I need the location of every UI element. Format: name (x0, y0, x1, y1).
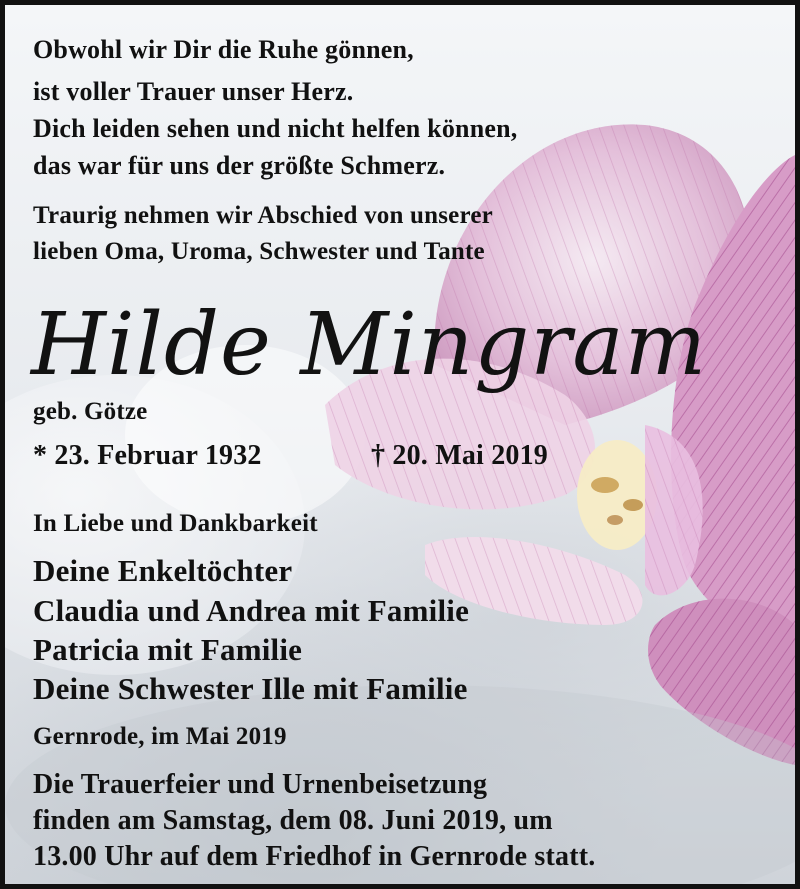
poem-line: ist voller Trauer unser Herz. (33, 77, 354, 106)
service-line: 13.00 Uhr auf dem Friedhof in Gernrode statt. (33, 841, 596, 872)
service-line: finden am Samstag, dem 08. Juni 2019, um (33, 805, 553, 836)
deceased-name: Hilde Mingram (31, 295, 708, 395)
mourner-line: Patricia mit Familie (33, 632, 303, 667)
mourner-line: Claudia und Andrea mit Familie (33, 593, 470, 628)
mourners-heading: In Liebe und Dankbarkeit (33, 510, 318, 537)
intro-line: lieben Oma, Uroma, Schwester und Tante (33, 238, 485, 265)
poem-line: das war für uns der größte Schmerz. (33, 151, 446, 180)
place-date: Gernrode, im Mai 2019 (33, 723, 287, 750)
mourner-line: Deine Enkeltöchter (33, 553, 293, 588)
mourner-line: Deine Schwester Ille mit Familie (33, 671, 468, 706)
service-line: Die Trauerfeier und Urnenbeisetzung (33, 769, 488, 800)
death-date: † 20. Mai 2019 (371, 440, 549, 471)
maiden-name: geb. Götze (33, 398, 148, 425)
intro-line: Traurig nehmen wir Abschied von unserer (33, 202, 493, 229)
birth-date: * 23. Februar 1932 (33, 440, 262, 471)
text-layer (5, 5, 795, 884)
poem-line: Obwohl wir Dir die Ruhe gönnen, (33, 35, 414, 64)
poem-line: Dich leiden sehen und nicht helfen können, (33, 114, 518, 143)
